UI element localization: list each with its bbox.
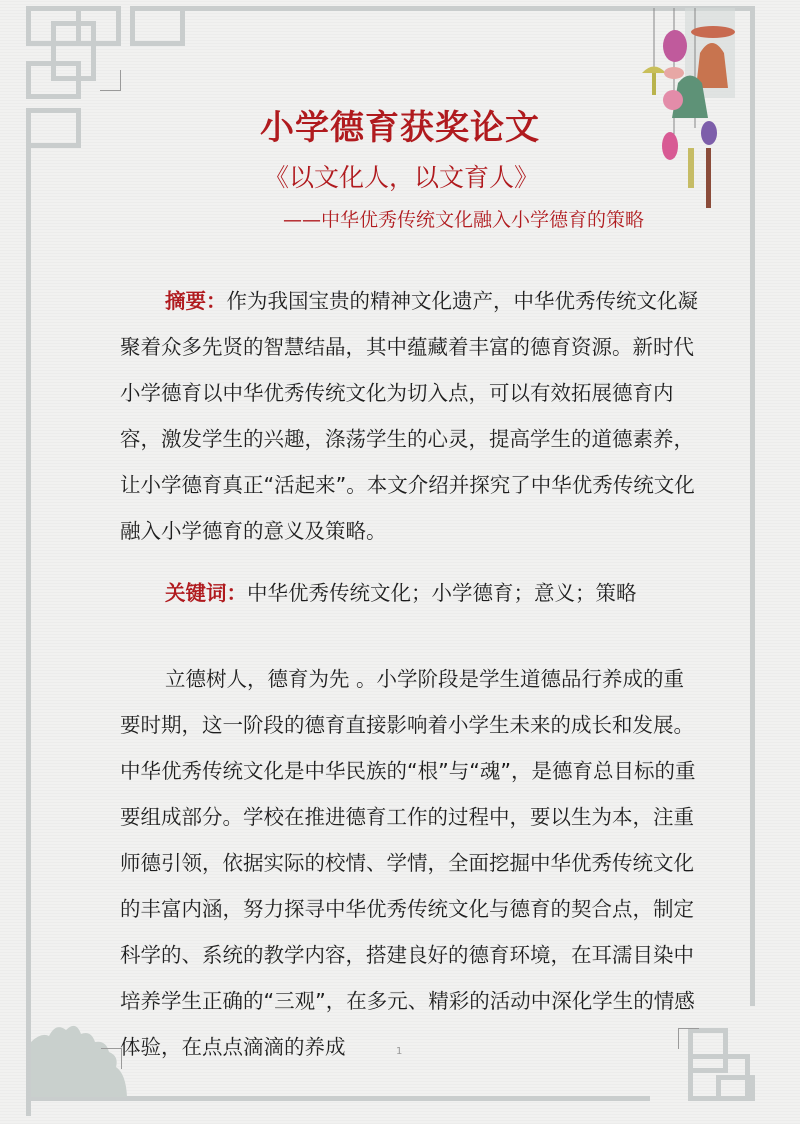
- keywords-label: 关键词: [165, 581, 227, 605]
- abstract-text: 作为我国宝贵的精神文化遗产，中华优秀传统文化凝聚着众多先贤的智慧结晶，其中蕴藏着丰富的德育资源。新时代小学德育以中华优秀传统文化为切入点，可以有效拓展德育内容，激发学生的兴趣，涤荡学生的心灵，提高学生的道德素养，让小学德育真正“活起来”。本文介绍并探究了中华优秀传统文化融入小学德育的意义及策略。: [120, 289, 698, 543]
- document-title: 小学德育获奖论文: [260, 108, 540, 148]
- page-number: 1: [396, 1046, 403, 1057]
- keywords-text: 中华优秀传统文化；小学德育；意义；策略: [247, 581, 637, 605]
- abstract-label: 摘要: [165, 289, 206, 313]
- abstract-paragraph: [120, 278, 700, 554]
- keywords-paragraph: [120, 570, 700, 616]
- ink-tree-icon: [31, 1012, 131, 1101]
- document-subsubtitle: ——中华优秀传统文化融入小学德育的策略: [283, 209, 645, 231]
- keywords-separator: ：: [226, 581, 247, 605]
- document-subtitle: 《以文化人，以文育人》: [264, 163, 540, 192]
- body-paragraph: 立德树人，德育为先 。小学阶段是学生道德品行养成的重要时期，这一阶段的德育直接影响着小学生未来的成长和发展。中华优秀传统文化是中华民族的“根”与“魂”，是德育总目标的重要组成部分。学校在推进德育工作的过程中，要以生为本，注重师德引领，依据实际的校情、学情，全面挖掘中华优秀传统文化的丰富内涵，努力探寻中华优秀传统文化与德育的契合点，制定科学的、系统的教学内容，搭建良好的德育环境，在耳濡目染中培养学生正确的“三观”，在多元、精彩的活动中深化学生的情感体验，在点点滴滴的养成: [120, 667, 696, 1059]
- abstract-separator: ：: [206, 289, 227, 313]
